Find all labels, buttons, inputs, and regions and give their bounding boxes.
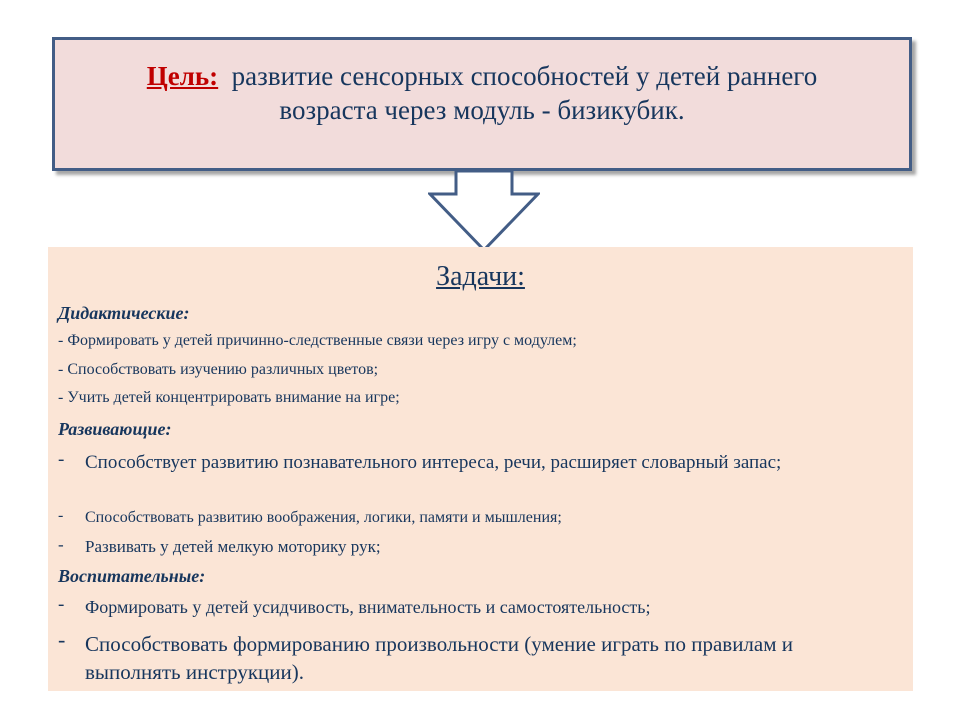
goal-text-line1: развитие сенсорных способностей у детей раннего — [231, 61, 818, 91]
goal-label: Цель: — [146, 61, 219, 91]
down-arrow-icon — [428, 170, 540, 252]
goal-box — [52, 37, 912, 171]
educational-item-1: Формировать у детей усидчивость, внимательность и самостоятельность; — [85, 597, 651, 617]
bullet-dash: - — [58, 627, 66, 652]
educational-title: Воспитательные: — [58, 566, 206, 586]
bullet-dash: - — [58, 449, 65, 470]
developing-item-3: Развивать у детей мелкую моторику рук; — [85, 537, 381, 556]
developing-title: Развивающие: — [58, 419, 172, 439]
developing-item-2: Способствовать развитию воображения, логики, памяти и мышления; — [85, 509, 562, 526]
tasks-title: Задачи: — [436, 261, 525, 292]
didactic-title: Дидактические: — [58, 303, 190, 323]
goal-text-line2: возраста через модуль - бизикубик. — [279, 95, 685, 125]
didactic-item-1: - Формировать у детей причинно-следственные связи через игру с модулем; — [58, 332, 577, 349]
bullet-dash: - — [58, 507, 64, 524]
developing-item-1: Способствует развитию познавательного интереса, речи, расширяет словарный запас; — [85, 452, 782, 473]
tasks-panel — [48, 247, 913, 691]
bullet-dash: - — [58, 535, 64, 554]
educational-item-2: Способствовать формированию произвольности (умение играть по правилам и выполнять инструкции). — [85, 632, 794, 684]
didactic-item-3: - Учить детей концентрировать внимание на игре; — [58, 389, 400, 406]
goal-text — [55, 59, 909, 127]
bullet-dash: - — [58, 594, 65, 615]
didactic-item-2: - Способствовать изучению различных цветов; — [58, 361, 379, 378]
